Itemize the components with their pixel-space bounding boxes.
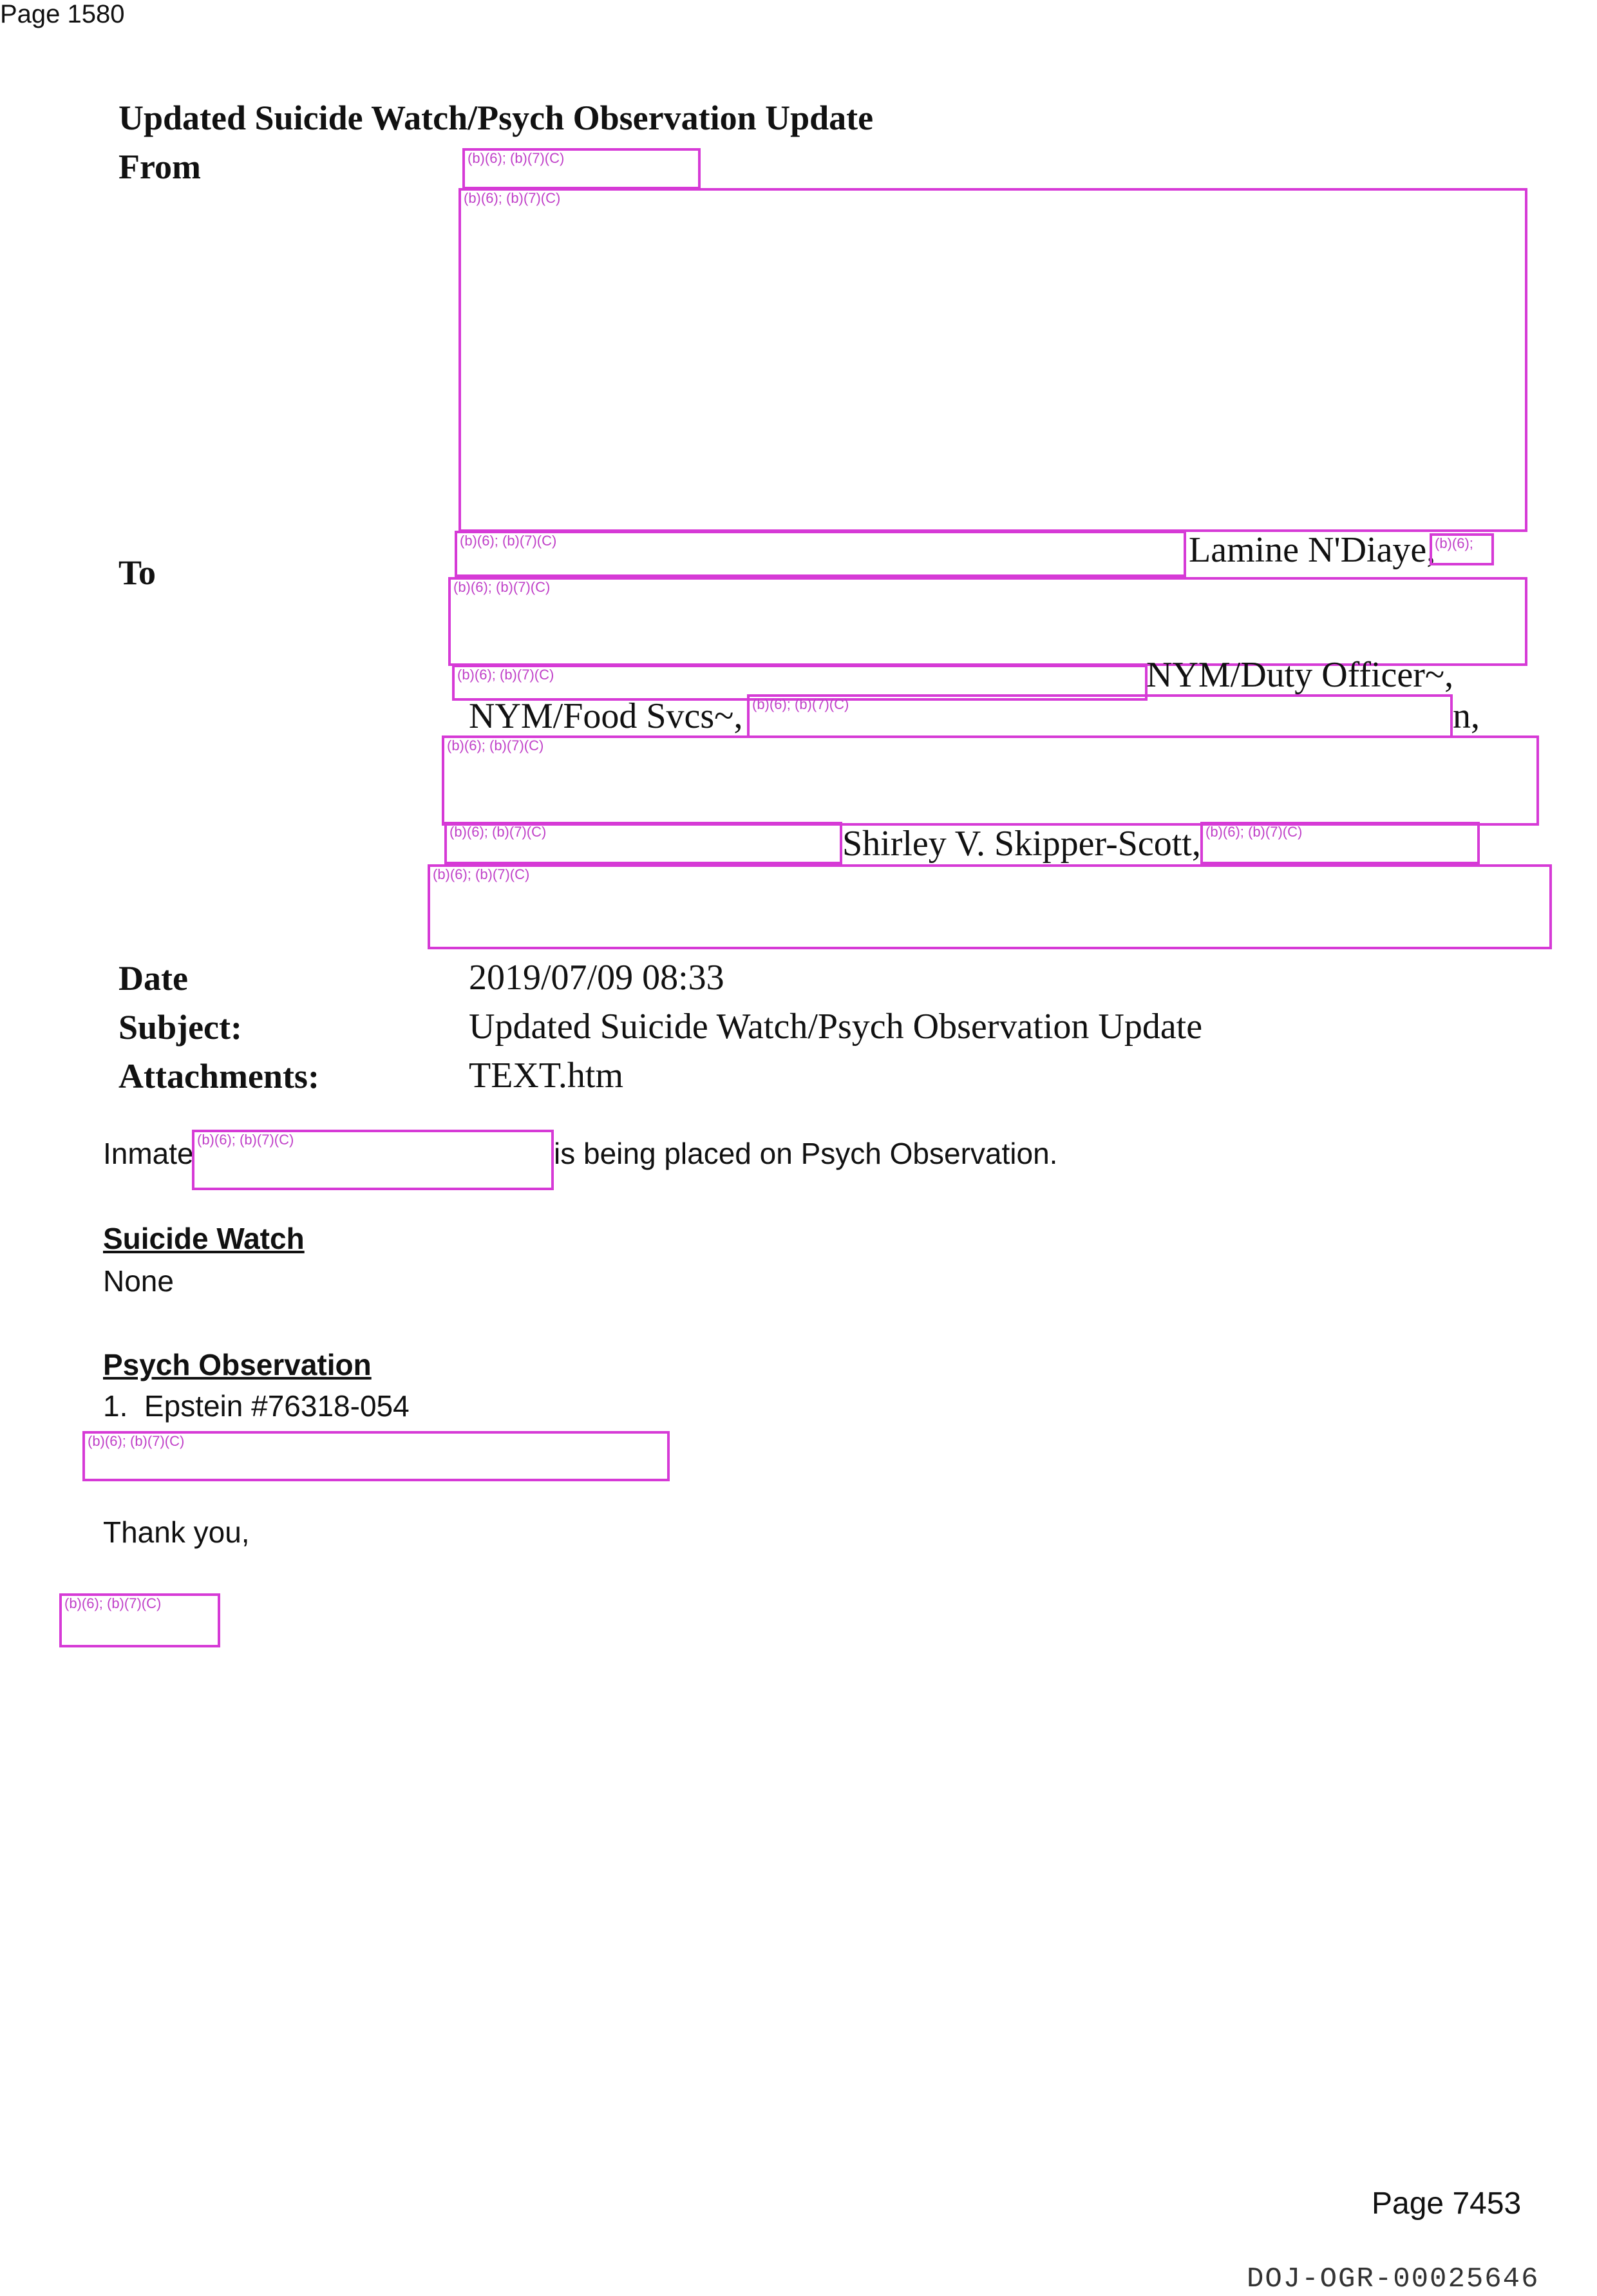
redaction-box: (b)(6); (b)(7)(C)	[747, 694, 1453, 738]
from-label: From	[118, 147, 201, 186]
recipient-name-fragment: n,	[1453, 696, 1480, 736]
attachments-label: Attachments:	[118, 1057, 319, 1096]
redaction-box: (b)(6); (b)(7)(C)	[444, 822, 842, 864]
to-label: To	[118, 553, 156, 592]
date-value: 2019/07/09 08:33	[469, 958, 724, 998]
attachment-link[interactable]: TEXT.htm	[469, 1056, 624, 1096]
redaction-box: (b)(6); (b)(7)(C)	[462, 148, 701, 189]
redaction-box: (b)(6); (b)(7)(C)	[448, 577, 1527, 666]
inmate-prefix: Inmate	[103, 1137, 194, 1170]
redaction-box: (b)(6); (b)(7)(C)	[192, 1130, 554, 1190]
recipient-name: NYM/Duty Officer~,	[1146, 655, 1454, 695]
page-header: Page 1580	[0, 0, 125, 28]
redaction-box: (b)(6); (b)(7)(C)	[428, 864, 1552, 949]
redaction-box: (b)(6); (b)(7)(C)	[1200, 822, 1480, 864]
subject-label: Subject:	[118, 1008, 242, 1047]
psych-observation-item: 1. Epstein #76318-054	[103, 1389, 410, 1423]
redaction-box: (b)(6);	[1430, 533, 1494, 565]
recipient-name: Shirley V. Skipper-Scott,	[842, 824, 1201, 864]
redaction-box: (b)(6); (b)(7)(C)	[458, 188, 1527, 532]
redaction-box: (b)(6); (b)(7)(C)	[455, 531, 1186, 577]
suicide-watch-value: None	[103, 1264, 174, 1298]
redaction-box: (b)(6); (b)(7)(C)	[442, 735, 1539, 826]
footer-page: Page 7453	[1372, 2187, 1522, 2221]
closing: Thank you,	[103, 1515, 250, 1549]
redaction-box: (b)(6); (b)(7)(C)	[59, 1593, 220, 1647]
psych-observation-heading: Psych Observation	[103, 1348, 372, 1381]
recipient-name: Lamine N'Diaye,	[1189, 530, 1436, 570]
inmate-suffix: is being placed on Psych Observation.	[554, 1137, 1058, 1170]
redaction-box: (b)(6); (b)(7)(C)	[452, 665, 1148, 701]
email-title: Updated Suicide Watch/Psych Observation Update	[118, 99, 874, 137]
suicide-watch-heading: Suicide Watch	[103, 1222, 305, 1255]
recipient-name: NYM/Food Svcs~,	[469, 696, 743, 736]
redaction-box: (b)(6); (b)(7)(C)	[82, 1431, 670, 1481]
subject-value: Updated Suicide Watch/Psych Observation Update	[469, 1007, 1203, 1047]
date-label: Date	[118, 959, 188, 998]
bates-number: DOJ-OGR-00025646	[1247, 2263, 1540, 2295]
